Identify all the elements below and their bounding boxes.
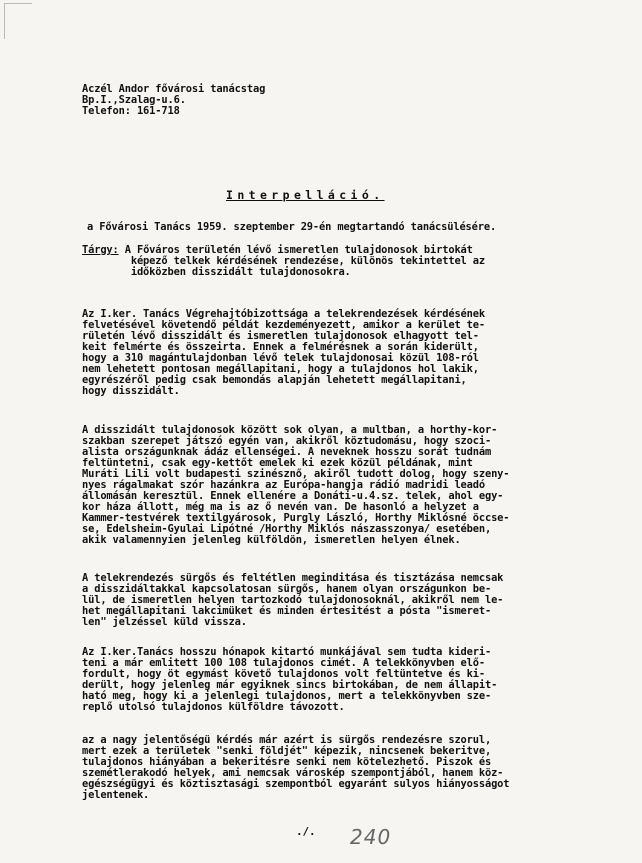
text-line: alista országunknak ádáz ellenségei. A neveknek hosszu sorát tudnám [82, 446, 492, 458]
text-line: egyrészéről pedig csak bemondás alapján lehetett megállapitani, [82, 374, 467, 386]
paragraph-3 [82, 573, 503, 628]
text-line: állomásán keresztül. Ennek ellenére a Donáti-u.4.sz. telek, ahol egy- [82, 490, 504, 502]
text-line: keit felmérte és összeirta. Ennek a felmérésnek a során kiderült, [82, 341, 479, 353]
sender-phone: Telefon: 161-718 [82, 105, 180, 117]
text-line: het megállapitani lakcimüket és minden értesitést a pósta "ismeret- [82, 605, 492, 617]
paragraph-5 [82, 735, 509, 801]
text-line: az a nagy jelentőségü kérdés már azért is sürgős rendezésre szorul, [82, 734, 492, 746]
text-line: hogy a 310 magántulajdonban lévő telek tulajdonosai közül 108-ról [82, 352, 479, 364]
text-line: derült, hogy jelenleg már egyiknek sincs birtokában, de nem állapit- [82, 679, 498, 691]
text-line: len" jelzéssel küld vissza. [82, 616, 247, 628]
subject-block [82, 245, 485, 278]
subject-line: képező telkek kérdésének rendezése, különös tekintettel az [82, 255, 485, 267]
text-line: a disszidáltakkal kapcsolatosan sürgős, hanem olyan országunkon be- [82, 583, 492, 595]
sender-name: Aczél Andor fővárosi tanácstag [82, 83, 266, 95]
text-line: akik valamennyien jelenleg külföldön, ismeretlen helyen élnek. [82, 534, 461, 546]
text-line: kor háza állott, még ma is az ő nevén van. De hasonló a helyzet a [82, 501, 479, 513]
text-line: feltüntetni, csak egy-kettőt emelek ki ezek közül példának, mint [82, 457, 473, 469]
text-line: Az I.ker. Tanács Végrehajtóbizottsága a telekrendezések kérdésének [82, 308, 485, 320]
text-line: nem lehetett pontosan megállapitani, hogy a tulajdonos hol lakik, [82, 363, 479, 375]
text-line: ható meg, hogy ki a jelenlegi tulajdonos, mert a telekkönyvben sze- [82, 690, 492, 702]
text-line: A disszidált tulajdonosok között sok olyan, a multban, a horthy-kor- [82, 424, 498, 436]
text-line: mert ezek a területek "senki földjét" képezik, nincsenek bekeritve, [82, 745, 492, 757]
text-line: A telekrendezés sürgős és feltétlen meginditása és tisztázása nemcsak [82, 572, 504, 584]
text-line: se, Edelsheim-Gyulai Lipótné /Horthy Miklós nászasszonya/ esetében, [82, 523, 492, 535]
subject-line: időközben disszidált tulajdonosokra. [82, 266, 351, 278]
text-line: szemétlerakodó helyek, ami nemcsak városkép szempontjából, hanem köz- [82, 767, 504, 779]
page-corner-mark [4, 3, 5, 39]
handwritten-page-number: 240 [350, 825, 392, 849]
text-line: replő utolsó tulajdonos külföldre távozott. [82, 701, 345, 713]
text-line: jelentenek. [82, 789, 150, 801]
letter-header [82, 84, 265, 117]
paragraph-1 [82, 309, 485, 397]
text-line: rületén lévő disszidált és ismeretlen tulajdonosok elhagyott tel- [82, 330, 479, 342]
text-line: Kammer-testvérek textilgyárosok, Purgly László, Horthy Miklósné öccse- [82, 512, 510, 524]
text-line: nyes rágalmakat szór hazánkra az Európa-hangja rádió madridi leadó [82, 479, 485, 491]
subject-line: A Főváros területén lévő ismeretlen tulajdonosok birtokát [118, 244, 473, 256]
document-subtitle: a Fővárosi Tanács 1959. szeptember 29-én megtartandó tanácsülésére. [87, 221, 497, 233]
text-line: teni a már emlitett 100 108 tulajdonos cimét. A telekkönyvben elő- [82, 657, 485, 669]
text-line: hogy disszidált. [82, 385, 180, 397]
text-line: felvetésével követendő példát kezdeményezett, amikor a kerület te- [82, 319, 485, 331]
text-line: szakban szerepet játszó egyén van, akikről köztudomásu, hogy szoci- [82, 435, 492, 447]
text-line: tulajdonos hiányában a bekeritésre senki nem kötelezhető. Piszok és [82, 756, 492, 768]
document-title: Interpelláció. [226, 188, 385, 202]
paragraph-2 [82, 425, 509, 546]
text-line: egészségügyi és köztisztasági szempontból egyaránt sulyos hiányosságot [82, 778, 510, 790]
text-line: lül, de ismeretlen helyen tartozkodó tulajdonosoknál, akikről nem le- [82, 594, 504, 606]
text-line: Az I.ker.Tanács hosszu hónapok kitartó munkájával sem tudta kideri- [82, 646, 492, 658]
text-line: fordult, hogy öt egymást követő tulajdonos volt feltüntetve és ki- [82, 668, 485, 680]
paragraph-4 [82, 647, 497, 713]
text-line: Muráti Lili volt budapesti szinésznő, akiről tudott dolog, hogy szeny- [82, 468, 510, 480]
sender-address: Bp.I.,Szalag-u.6. [82, 94, 186, 106]
subject-label: Tárgy: [82, 244, 119, 256]
page-corner-mark-top [4, 3, 32, 4]
page-continuation-mark: ./. [296, 825, 316, 838]
